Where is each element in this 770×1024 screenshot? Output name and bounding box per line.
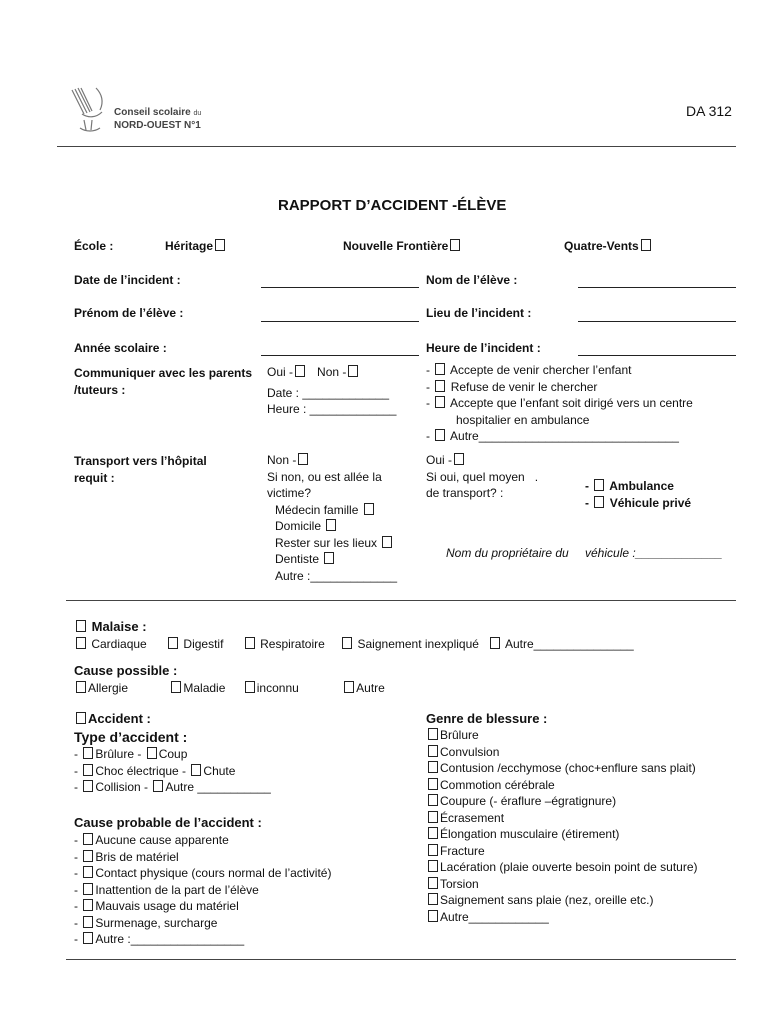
option-ambulance[interactable]: - Ambulance bbox=[585, 479, 674, 493]
school-option-label: Quatre-Vents bbox=[564, 239, 639, 253]
date-incident-field[interactable] bbox=[261, 287, 419, 288]
option-label: Respiratoire bbox=[260, 637, 325, 651]
option-vehicule-prive[interactable]: - Véhicule privé bbox=[585, 495, 692, 510]
transport-label-line1: Transport vers l’hôpital bbox=[74, 454, 207, 468]
option-dentiste[interactable] bbox=[267, 551, 397, 568]
checkbox[interactable] bbox=[454, 453, 464, 465]
checkbox[interactable] bbox=[191, 764, 201, 776]
blessure-item[interactable] bbox=[426, 876, 698, 893]
checkbox[interactable] bbox=[428, 877, 438, 889]
option-label: Allergie bbox=[88, 681, 129, 695]
si-oui-dot: . bbox=[534, 469, 539, 484]
si-oui-line2: de transport? : bbox=[426, 486, 504, 500]
cause-autre[interactable] bbox=[342, 681, 385, 695]
option-label: Saignement inexpliqué bbox=[357, 637, 479, 651]
blessure-item[interactable] bbox=[426, 892, 698, 909]
checkbox[interactable] bbox=[83, 916, 93, 928]
checkbox[interactable] bbox=[76, 620, 86, 632]
option-rester[interactable] bbox=[267, 535, 397, 552]
blessure-title: Genre de blessure : bbox=[426, 711, 548, 726]
header-divider bbox=[57, 146, 736, 147]
communiquer-choices bbox=[267, 364, 396, 418]
checkbox[interactable] bbox=[298, 453, 308, 465]
option-label: Autre____________ bbox=[440, 909, 549, 924]
cause-possible-options bbox=[74, 681, 385, 695]
accident-title[interactable] bbox=[74, 711, 151, 726]
malaise-digestif[interactable] bbox=[166, 637, 223, 651]
checkbox[interactable] bbox=[428, 860, 438, 872]
school-option-heritage[interactable] bbox=[165, 239, 227, 253]
response-refuse[interactable]: - Refuse de venir le chercher bbox=[426, 379, 598, 394]
annee-scolaire-field[interactable] bbox=[261, 355, 419, 356]
checkbox[interactable] bbox=[83, 780, 93, 792]
date-incident-label: Date de l’incident : bbox=[74, 273, 181, 287]
communiquer-label-line2: /tuteurs : bbox=[74, 382, 126, 397]
blessure-item[interactable] bbox=[426, 760, 698, 777]
proprietaire-field[interactable]: véhicule :_____________ bbox=[585, 546, 723, 560]
option-label: Rester sur les lieux bbox=[275, 535, 378, 550]
non-label: Non - bbox=[317, 365, 347, 379]
option-autre[interactable]: Autre :_____________ bbox=[275, 568, 398, 583]
malaise-cardiaque[interactable] bbox=[74, 637, 147, 651]
checkbox[interactable] bbox=[83, 850, 93, 862]
option-label: Autre :_________________ bbox=[95, 932, 245, 946]
logo-emblem-icon bbox=[66, 84, 116, 136]
checkbox[interactable] bbox=[382, 536, 392, 548]
checkbox[interactable] bbox=[435, 396, 445, 408]
checkbox[interactable] bbox=[428, 761, 438, 773]
checkbox[interactable] bbox=[428, 827, 438, 839]
option-label: Brûlure bbox=[440, 728, 479, 742]
option-label: Ambulance bbox=[609, 479, 674, 493]
si-non-line1: Si non, ou est allée la bbox=[267, 469, 382, 484]
cause-item[interactable]: - Inattention de la part de l’élève bbox=[74, 882, 259, 897]
school-option-label: Héritage bbox=[165, 239, 214, 253]
heure-incident-field[interactable] bbox=[578, 355, 736, 356]
logo bbox=[66, 84, 116, 136]
checkbox[interactable] bbox=[428, 844, 438, 856]
communiquer-heure[interactable]: Heure : _____________ bbox=[267, 402, 397, 416]
checkbox[interactable] bbox=[641, 239, 651, 251]
option-label: Bris de matériel bbox=[95, 849, 179, 864]
option-medecin[interactable] bbox=[267, 502, 397, 519]
response-label: Accepte que l’enfant soit dirigé vers un centre bbox=[450, 396, 693, 410]
org-name bbox=[114, 107, 201, 132]
cause-item[interactable]: - Aucune cause apparente bbox=[74, 833, 229, 847]
blessure-item[interactable] bbox=[426, 777, 698, 794]
nom-eleve-label: Nom de l’élève : bbox=[426, 273, 518, 287]
blessure-item[interactable] bbox=[426, 744, 698, 761]
type-accident-title: Type d’accident : bbox=[74, 729, 188, 745]
malaise-title-label: Malaise : bbox=[91, 619, 147, 634]
blessure-item[interactable] bbox=[426, 810, 698, 827]
annee-scolaire-label: Année scolaire : bbox=[74, 341, 167, 355]
checkbox[interactable] bbox=[435, 363, 445, 375]
prenom-eleve-field[interactable] bbox=[261, 321, 419, 322]
option-label: inconnu bbox=[256, 681, 299, 695]
checkbox[interactable] bbox=[245, 637, 255, 649]
checkbox[interactable] bbox=[171, 681, 181, 693]
option-label: Convulsion bbox=[440, 744, 500, 759]
checkbox[interactable] bbox=[295, 365, 305, 377]
oui-label: Oui - bbox=[426, 453, 453, 467]
cause-item[interactable]: - Contact physique (cours normal de l’activité) bbox=[74, 866, 332, 880]
checkbox[interactable] bbox=[83, 883, 93, 895]
checkbox[interactable] bbox=[450, 239, 460, 251]
school-option-quatre-vents[interactable] bbox=[564, 239, 653, 253]
option-label: Collision - bbox=[95, 780, 149, 794]
malaise-saignement[interactable] bbox=[340, 637, 479, 651]
checkbox[interactable] bbox=[326, 519, 336, 531]
prenom-eleve-label: Prénom de l’élève : bbox=[74, 306, 184, 320]
checkbox[interactable] bbox=[342, 637, 352, 649]
school-label: École : bbox=[74, 239, 114, 253]
option-label: Chute bbox=[203, 763, 236, 778]
option-label: Brûlure - bbox=[95, 747, 142, 761]
cause-allergie[interactable] bbox=[74, 681, 128, 695]
document-code: DA 312 bbox=[686, 103, 732, 119]
option-label: Inattention de la part de l’élève bbox=[95, 882, 259, 897]
option-label: Contact physique (cours normal de l’activité) bbox=[95, 866, 332, 880]
option-label: Dentiste bbox=[275, 552, 320, 566]
transport-label bbox=[74, 453, 207, 486]
option-label: Lacération (plaie ouverte besoin point de suture) bbox=[440, 860, 698, 874]
checkbox[interactable] bbox=[83, 833, 93, 845]
type-accident-options: - Brûlure - Coup - Choc électrique - Chute - Collision - Autre ___________ bbox=[74, 747, 271, 794]
option-label: Coupure (- éraflure –égratignure) bbox=[440, 794, 617, 808]
cause-item[interactable]: - Autre :_________________ bbox=[74, 932, 245, 946]
nom-eleve-field[interactable] bbox=[578, 287, 736, 288]
checkbox[interactable] bbox=[428, 811, 438, 823]
checkbox[interactable] bbox=[594, 479, 604, 491]
blessure-item[interactable] bbox=[426, 793, 698, 810]
checkbox[interactable] bbox=[147, 747, 157, 759]
transport-moyens bbox=[585, 478, 691, 511]
response-accepte[interactable]: - Accepte de venir chercher l’enfant bbox=[426, 363, 632, 377]
proprietaire-label: Nom du propriétaire du bbox=[446, 546, 569, 560]
checkbox[interactable] bbox=[428, 745, 438, 757]
school-option-label: Nouvelle Frontière bbox=[343, 239, 449, 253]
transport-non[interactable] bbox=[267, 452, 397, 469]
checkbox[interactable] bbox=[76, 637, 86, 649]
option-label: Médecin famille bbox=[275, 502, 359, 517]
checkbox[interactable] bbox=[594, 496, 604, 508]
checkbox[interactable] bbox=[76, 681, 86, 693]
school-option-nouvelle-frontiere[interactable] bbox=[343, 239, 462, 253]
communiquer-label bbox=[74, 365, 252, 398]
cause-item[interactable]: - Bris de matériel bbox=[74, 849, 179, 864]
checkbox[interactable] bbox=[245, 681, 255, 693]
lieu-incident-field[interactable] bbox=[578, 321, 736, 322]
option-label: Fracture bbox=[440, 843, 485, 858]
malaise-respiratoire[interactable] bbox=[243, 637, 325, 651]
si-non-line2: victime? bbox=[267, 486, 312, 500]
checkbox[interactable] bbox=[344, 681, 354, 693]
heure-incident-label: Heure de l’incident : bbox=[426, 341, 541, 355]
checkbox[interactable] bbox=[428, 893, 438, 905]
option-label: Autre ___________ bbox=[165, 780, 271, 794]
option-label: Torsion bbox=[440, 876, 479, 891]
option-label: Choc électrique - bbox=[95, 763, 187, 778]
blessure-options bbox=[426, 727, 698, 925]
blessure-item[interactable] bbox=[426, 843, 698, 860]
org-line2: NORD-OUEST N°1 bbox=[114, 120, 201, 131]
transport-non-group bbox=[267, 452, 397, 584]
checkbox[interactable] bbox=[215, 239, 225, 251]
response-label: Autre______________________________ bbox=[450, 429, 679, 443]
option-domicile[interactable] bbox=[267, 518, 397, 535]
transport-oui-group bbox=[426, 452, 538, 502]
cause-possible-title: Cause possible : bbox=[74, 663, 178, 678]
communiquer-date[interactable]: Date : _____________ bbox=[267, 385, 390, 400]
checkbox[interactable] bbox=[83, 764, 93, 776]
checkbox[interactable] bbox=[168, 637, 178, 649]
cause-item[interactable]: - Mauvais usage du matériel bbox=[74, 899, 239, 913]
checkbox[interactable] bbox=[83, 899, 93, 911]
transport-oui[interactable] bbox=[426, 452, 538, 469]
blessure-item[interactable] bbox=[426, 727, 698, 744]
option-label: Autre_______________ bbox=[504, 637, 634, 651]
lieu-incident-label: Lieu de l’incident : bbox=[426, 306, 532, 320]
response-autre[interactable]: - Autre______________________________ bbox=[426, 429, 679, 443]
option-label: Saignement sans plaie (nez, oreille etc.) bbox=[440, 893, 654, 907]
cause-probable-options bbox=[74, 832, 331, 948]
option-label: Domicile bbox=[275, 519, 322, 533]
response-label: Refuse de venir le chercher bbox=[450, 379, 598, 394]
transport-label-line2: requit : bbox=[74, 470, 115, 485]
section-divider bbox=[66, 600, 736, 601]
option-label: Contusion /ecchymose (choc+enflure sans plait) bbox=[440, 761, 696, 775]
si-oui-line1: Si oui, quel moyen bbox=[426, 469, 525, 484]
org-line1: Conseil scolaire bbox=[114, 107, 191, 118]
option-label: Maladie bbox=[183, 681, 226, 695]
communiquer-non[interactable] bbox=[317, 365, 360, 379]
option-label: Cardiaque bbox=[91, 637, 147, 651]
blessure-item[interactable] bbox=[426, 826, 698, 843]
checkbox[interactable] bbox=[428, 728, 438, 740]
cause-probable-title: Cause probable de l’accident : bbox=[74, 815, 262, 830]
communiquer-oui[interactable] bbox=[267, 365, 307, 379]
cause-maladie[interactable] bbox=[169, 681, 225, 695]
option-label: Surmenage, surcharge bbox=[95, 915, 218, 930]
option-label: Autre bbox=[356, 681, 385, 695]
malaise-title[interactable] bbox=[74, 619, 147, 634]
checkbox[interactable] bbox=[435, 429, 445, 441]
response-label: Accepte de venir chercher l’enfant bbox=[450, 363, 632, 377]
response-centre[interactable]: - Accepte que l’enfant soit dirigé vers un centre bbox=[426, 396, 693, 410]
malaise-autre[interactable] bbox=[488, 637, 633, 651]
checkbox[interactable] bbox=[428, 910, 438, 922]
checkbox[interactable] bbox=[490, 637, 500, 649]
checkbox[interactable] bbox=[76, 712, 86, 724]
option-label: Digestif bbox=[183, 637, 224, 651]
checkbox[interactable] bbox=[428, 794, 438, 806]
checkbox[interactable] bbox=[324, 552, 334, 564]
blessure-item[interactable] bbox=[426, 859, 698, 876]
checkbox[interactable] bbox=[83, 747, 93, 759]
option-label: Coup bbox=[158, 747, 188, 761]
communiquer-responses bbox=[426, 362, 693, 445]
checkbox[interactable] bbox=[428, 778, 438, 790]
checkbox[interactable] bbox=[83, 866, 93, 878]
checkbox[interactable] bbox=[348, 365, 358, 377]
oui-label: Oui - bbox=[267, 365, 294, 379]
footer-divider bbox=[66, 959, 736, 960]
cause-inconnu[interactable] bbox=[243, 681, 299, 695]
malaise-options bbox=[74, 637, 634, 651]
checkbox[interactable] bbox=[364, 503, 374, 515]
checkbox[interactable] bbox=[435, 380, 445, 392]
option-label: Mauvais usage du matériel bbox=[95, 899, 239, 913]
option-label: Écrasement bbox=[440, 810, 505, 825]
response-label-cont: hospitalier en ambulance bbox=[456, 412, 590, 427]
accident-title-label: Accident : bbox=[88, 711, 151, 726]
blessure-item[interactable] bbox=[426, 909, 698, 926]
option-label: Aucune cause apparente bbox=[95, 833, 229, 847]
option-label: Véhicule privé bbox=[609, 495, 692, 510]
cause-item[interactable]: - Surmenage, surcharge bbox=[74, 915, 218, 930]
checkbox[interactable] bbox=[153, 780, 163, 792]
checkbox[interactable] bbox=[83, 932, 93, 944]
option-label: Élongation musculaire (étirement) bbox=[440, 827, 620, 841]
non-label: Non - bbox=[267, 453, 297, 467]
org-small: du bbox=[193, 110, 202, 117]
option-label: Commotion cérébrale bbox=[440, 777, 555, 792]
communiquer-label-line1: Communiquer avec les parents bbox=[74, 366, 253, 380]
page-title: RAPPORT D’ACCIDENT -ÉLÈVE bbox=[278, 197, 507, 214]
